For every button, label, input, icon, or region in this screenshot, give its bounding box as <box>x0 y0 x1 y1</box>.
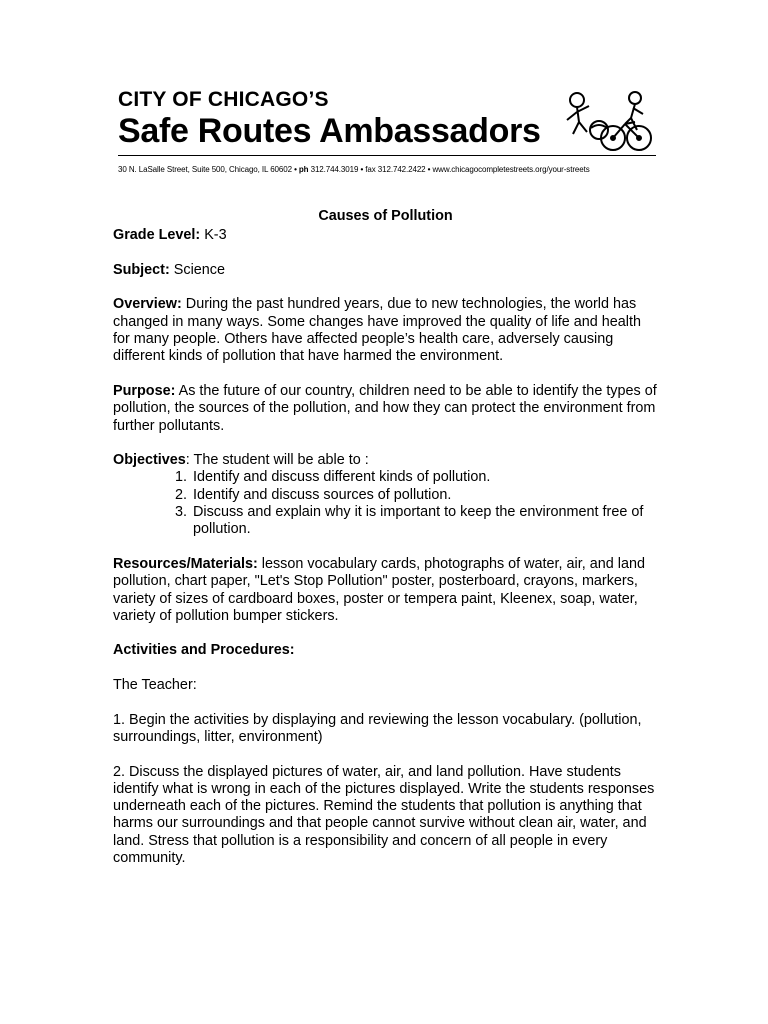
purpose <box>113 383 658 435</box>
purpose-label: Purpose: <box>113 382 176 399</box>
objectives-list <box>113 469 658 538</box>
grade-level <box>113 227 658 244</box>
objectives <box>113 452 658 469</box>
resources-label: Resources/Materials: <box>113 555 258 572</box>
list-item: 2. Identify and discuss sources of pollution. <box>191 487 658 504</box>
list-item: 1. Identify and discuss different kinds of pollution. <box>191 469 658 486</box>
lesson-plan <box>113 208 658 885</box>
contact-line <box>118 165 590 174</box>
objectives-intro: : The student will be able to : <box>185 452 369 469</box>
header-rule <box>118 155 656 156</box>
list-item: 3. Discuss and explain why it is important to keep the environment free of pollution. <box>191 504 658 539</box>
subject-value: Science <box>173 261 225 278</box>
program-title: Safe Routes Ambassadors <box>118 112 541 150</box>
grade-level-value: K-3 <box>204 227 227 244</box>
separator: • <box>360 165 364 174</box>
overview <box>113 296 658 365</box>
overview-label: Overview: <box>113 296 182 313</box>
resources <box>113 556 658 625</box>
activities-heading: Activities and Procedures: <box>113 642 295 659</box>
address: 30 N. LaSalle Street, Suite 500, Chicago, IL 60602 <box>118 165 292 174</box>
fax-label: fax <box>365 165 376 174</box>
kids-on-bicycle-logo <box>555 88 659 156</box>
phone-label: ph <box>298 165 309 174</box>
procedure-step: 1. Begin the activities by displaying and reviewing the lesson vocabulary. (pollution, surroundings, litter, environment) <box>113 711 642 745</box>
fax-number: 312.742.2422 <box>377 165 426 174</box>
procedure-step: 2. Discuss the displayed pictures of water, air, and land pollution. Have students identify what is wrong in each of the pictures displayed. Write the students responses underneath each of the pictures. Remind the students that pollution is anything that harms our surroundings and that people cannot survive without clean air, water, and land. Stress that pollution is a responsibility and concern of all people in every community. <box>113 763 655 866</box>
objectives-label: Objectives <box>113 452 186 469</box>
teacher-heading: The Teacher: <box>113 677 197 694</box>
phone-number: 312.744.3019 <box>310 165 359 174</box>
grade-level-label: Grade Level: <box>113 227 201 244</box>
separator: • <box>294 165 297 174</box>
subject-label: Subject: <box>113 261 170 278</box>
overview-text: During the past hundred years, due to new technologies, the world has changed in many ways. Some changes have improved the quality of life and health for many people. Others have affected people’s health care, adversely causing different kinds of pollution that have harmed the environment. <box>113 296 641 365</box>
letterhead <box>118 88 658 178</box>
separator: • <box>427 165 431 174</box>
purpose-text: As the future of our country, children need to be able to identify the types of pollution, the sources of the pollution, and how they can protect the environment from further pollutants. <box>113 382 657 434</box>
subject <box>113 262 658 279</box>
document-title: Causes of Pollution <box>318 208 453 224</box>
city-title: CITY OF CHICAGO’S <box>118 88 329 111</box>
website: www.chicagocompletestreets.org/your-streets <box>432 165 590 174</box>
resources-text: lesson vocabulary cards, photographs of water, air, and land pollution, chart paper, "Let's Stop Pollution" poster, posterboard, crayons, markers, variety of sizes of cardboard boxes, poster or tempera paint, Kleenex, soap, water, variety of pollution bumper stickers. <box>113 555 645 624</box>
